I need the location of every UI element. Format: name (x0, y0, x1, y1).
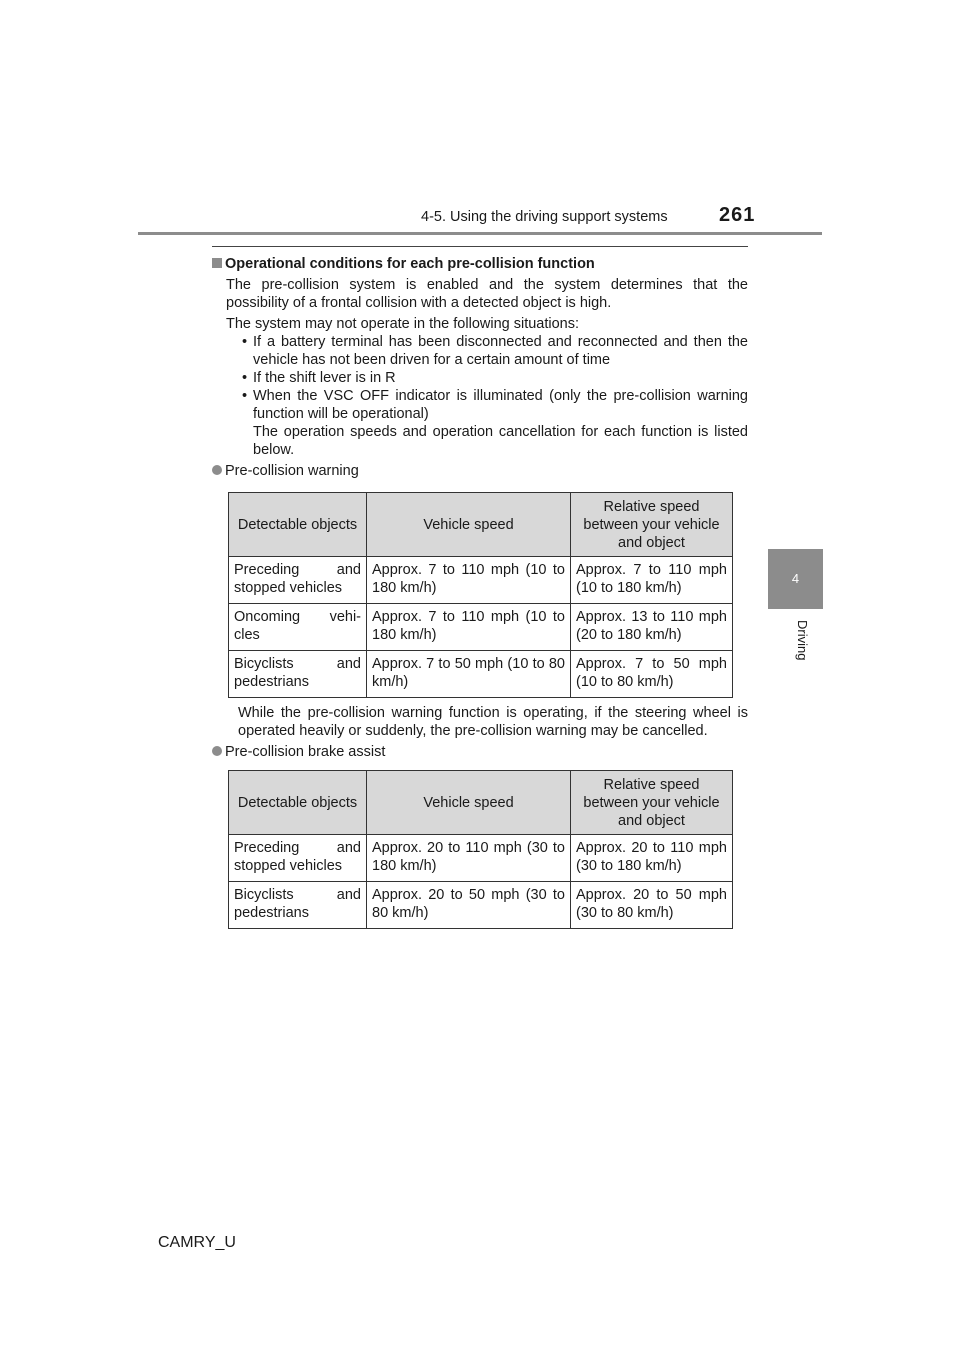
situation-list (212, 333, 748, 423)
square-bullet-icon (212, 258, 222, 268)
table-header-row (229, 493, 733, 557)
warning-speed-table (228, 492, 733, 698)
brake-speed-table (228, 770, 733, 929)
column-header: Vehicle speed (367, 771, 571, 835)
chapter-tab-label: Driving (795, 620, 810, 661)
paragraph-enabled: The pre-collision system is enabled and the system determines that the possibility of a frontal collision with a detected object is high. (226, 277, 748, 311)
brake-assist-label (212, 744, 385, 760)
column-header: Relative speed between your vehicle and object (571, 493, 733, 557)
table-cell: Preceding and stopped vehicles (229, 835, 367, 882)
table-row (229, 835, 733, 882)
table-row (229, 604, 733, 651)
warning-label-text: Pre-collision warning (225, 463, 359, 479)
heading-rule (212, 246, 748, 247)
table-cell: Bicyclists and pedestrians (229, 651, 367, 698)
list-note: The operation speeds and operation cancellation for each function is listed below. (253, 424, 748, 458)
model-code: CAMRY_U (158, 1234, 236, 1251)
table-cell: Oncoming vehi-cles (229, 604, 367, 651)
circle-bullet-icon (212, 465, 222, 475)
table-cell: Approx. 13 to 110 mph (20 to 180 km/h) (571, 604, 733, 651)
table-row (229, 557, 733, 604)
column-header: Detectable objects (229, 493, 367, 557)
body-content (212, 255, 748, 480)
table-cell: Approx. 7 to 110 mph (10 to 180 km/h) (571, 557, 733, 604)
table-cell: Approx. 7 to 50 mph (10 to 80 km/h) (571, 651, 733, 698)
table-header-row (229, 771, 733, 835)
brake-assist-label-text: Pre-collision brake assist (225, 744, 386, 760)
table-cell: Approx. 20 to 110 mph (30 to 180 km/h) (367, 835, 571, 882)
column-header: Vehicle speed (367, 493, 571, 557)
table-cell: Approx. 20 to 110 mph (30 to 180 km/h) (571, 835, 733, 882)
section-title: 4-5. Using the driving support systems (421, 209, 668, 225)
column-header: Relative speed between your vehicle and object (571, 771, 733, 835)
table-cell: Preceding and stopped vehicles (229, 557, 367, 604)
list-item: • If the shift lever is in R (242, 369, 748, 387)
table-cell: Bicyclists and pedestrians (229, 882, 367, 929)
circle-bullet-icon (212, 746, 222, 756)
list-item: • When the VSC OFF indicator is illuminated (only the pre-collision warning function will be operational) (242, 387, 748, 423)
table-row (229, 651, 733, 698)
page-number: 261 (719, 204, 756, 226)
header-rule (138, 232, 822, 235)
table-cell: Approx. 7 to 110 mph (10 to 180 km/h) (367, 557, 571, 604)
table-cell: Approx. 20 to 50 mph (30 to 80 km/h) (367, 882, 571, 929)
table-cell: Approx. 7 to 50 mph (10 to 80 km/h) (367, 651, 571, 698)
table-row (229, 882, 733, 929)
table-cell: Approx. 7 to 110 mph (10 to 180 km/h) (367, 604, 571, 651)
warning-cancel-note: While the pre-collision warning function is operating, if the steering wheel is operated heavily or suddenly, the pre-collision warning may be cancelled. (238, 705, 748, 739)
subsection-heading-text: Operational conditions for each pre-collision function (225, 256, 595, 272)
list-item: • If a battery terminal has been disconnected and reconnected and then the vehicle has not been driven for a certain amount of time (242, 333, 748, 369)
paragraph-not-operate: The system may not operate in the following situations: (226, 316, 580, 332)
subsection-heading (212, 255, 748, 273)
chapter-tab[interactable]: 4 (768, 549, 823, 609)
warning-label (212, 462, 748, 480)
table-cell: Approx. 20 to 50 mph (30 to 80 km/h) (571, 882, 733, 929)
column-header: Detectable objects (229, 771, 367, 835)
